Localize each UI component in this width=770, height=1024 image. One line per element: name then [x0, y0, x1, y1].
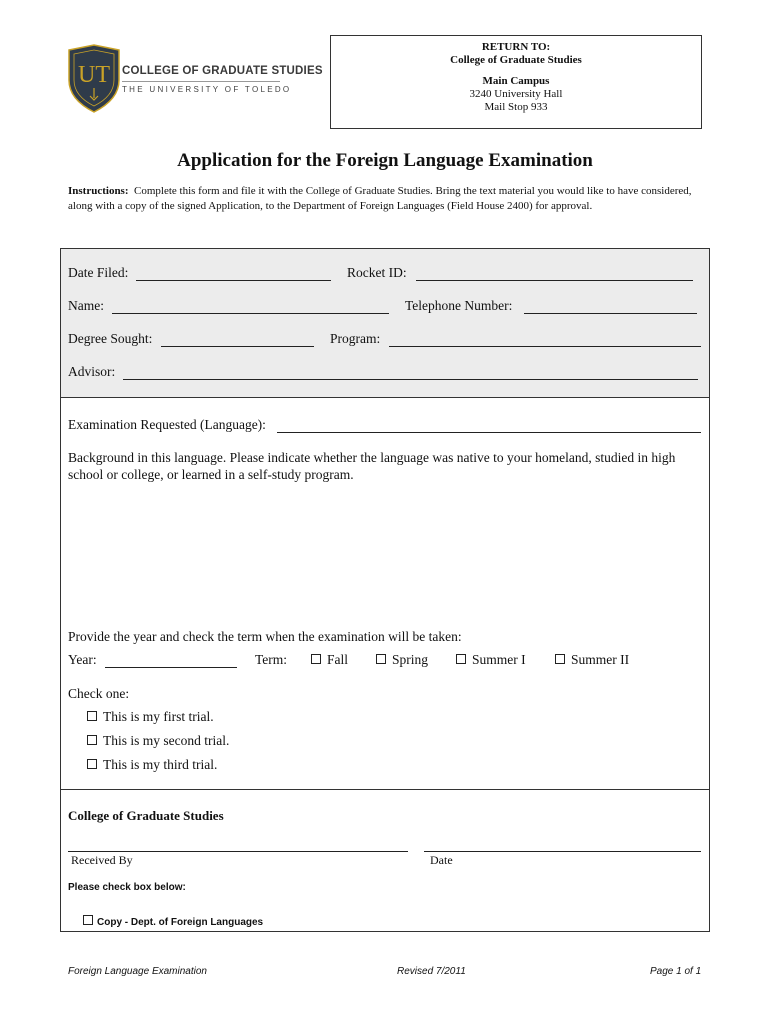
return-heading: RETURN TO:: [481, 41, 551, 53]
degree-field[interactable]: [161, 346, 314, 347]
term-option-spring[interactable]: Spring: [376, 652, 428, 668]
shield-icon: [66, 44, 122, 114]
logo-college-name: COLLEGE OF GRADUATE STUDIES: [122, 65, 323, 77]
term-option-fall[interactable]: Fall: [311, 652, 348, 668]
return-campus: Main Campus: [482, 75, 550, 87]
checkbox-icon[interactable]: [376, 654, 386, 664]
telephone-field[interactable]: [524, 313, 697, 314]
return-mail-stop: Mail Stop 933: [484, 101, 548, 113]
name-field[interactable]: [112, 313, 389, 314]
advisor-label: Advisor:: [68, 364, 116, 379]
checkbox-icon[interactable]: [311, 654, 321, 664]
trial-option-first[interactable]: This is my first trial.: [87, 709, 214, 725]
received-date-label: Date: [430, 853, 453, 867]
received-by-label: Received By: [71, 853, 133, 867]
trial-option-second[interactable]: This is my second trial.: [87, 733, 229, 749]
university-logo: [66, 44, 288, 114]
background-prompt: Background in this language. Please indicate whether the language was native to your homeland, studied in high school or college, or learned in a self-study program.: [68, 450, 676, 482]
footer-form-name: Foreign Language Examination: [68, 966, 207, 977]
received-date-field[interactable]: [424, 851, 701, 852]
term-label: Term:: [255, 652, 288, 667]
page-title: Application for the Foreign Language Examination: [177, 150, 593, 171]
return-address-box: [330, 35, 702, 129]
trial-option-third[interactable]: This is my third trial.: [87, 757, 217, 773]
logo-monogram: UT: [78, 62, 110, 88]
checkbox-icon[interactable]: [456, 654, 466, 664]
logo-university-name: THE UNIVERSITY OF TOLEDO: [122, 85, 292, 94]
instructions-text: Complete this form and file it with the College of Graduate Studies. Bring the text material you would like to have considered, along with a copy of the signed Application, to the Department of Foreign Languages (Field House 2400) for approval.: [68, 185, 692, 212]
footer-page-number: Page 1 of 1: [650, 966, 702, 977]
section-divider: [61, 789, 709, 790]
instructions: [68, 184, 708, 214]
logo-divider: [122, 81, 280, 82]
name-label: Name:: [68, 298, 104, 313]
term-option-summer-1[interactable]: Summer I: [456, 652, 526, 668]
copy-foreign-languages-option[interactable]: Copy - Dept. of Foreign Languages: [83, 915, 263, 928]
exam-timing-prompt: Provide the year and check the term when the examination will be taken:: [68, 629, 462, 644]
instructions-label: Instructions:: [68, 185, 129, 197]
program-field[interactable]: [389, 346, 701, 347]
date-filed-field[interactable]: [136, 280, 331, 281]
year-field[interactable]: [105, 667, 237, 668]
exam-language-label: Examination Requested (Language):: [68, 417, 266, 432]
office-section-heading: College of Graduate Studies: [68, 808, 224, 823]
checkbox-icon[interactable]: [555, 654, 565, 664]
return-office: College of Graduate Studies: [450, 54, 582, 66]
term-option-summer-2[interactable]: Summer II: [555, 652, 629, 668]
rocket-id-field[interactable]: [416, 280, 693, 281]
return-building: 3240 University Hall: [469, 88, 563, 100]
date-filed-label: Date Filed:: [68, 265, 129, 280]
footer-revision: Revised 7/2011: [397, 966, 466, 977]
checkbox-icon[interactable]: [83, 915, 93, 925]
degree-label: Degree Sought:: [68, 331, 153, 346]
check-one-label: Check one:: [68, 686, 130, 701]
program-label: Program:: [330, 331, 381, 346]
background-response-area[interactable]: [68, 490, 704, 620]
exam-language-field[interactable]: [277, 432, 701, 433]
advisor-field[interactable]: [123, 379, 698, 380]
check-below-label: Please check box below:: [68, 882, 186, 893]
rocket-id-label: Rocket ID:: [347, 265, 407, 280]
telephone-label: Telephone Number:: [405, 298, 513, 313]
checkbox-icon[interactable]: [87, 759, 97, 769]
checkbox-icon[interactable]: [87, 735, 97, 745]
year-label: Year:: [68, 652, 97, 667]
received-by-field[interactable]: [68, 851, 408, 852]
section-divider: [61, 397, 709, 398]
checkbox-icon[interactable]: [87, 711, 97, 721]
